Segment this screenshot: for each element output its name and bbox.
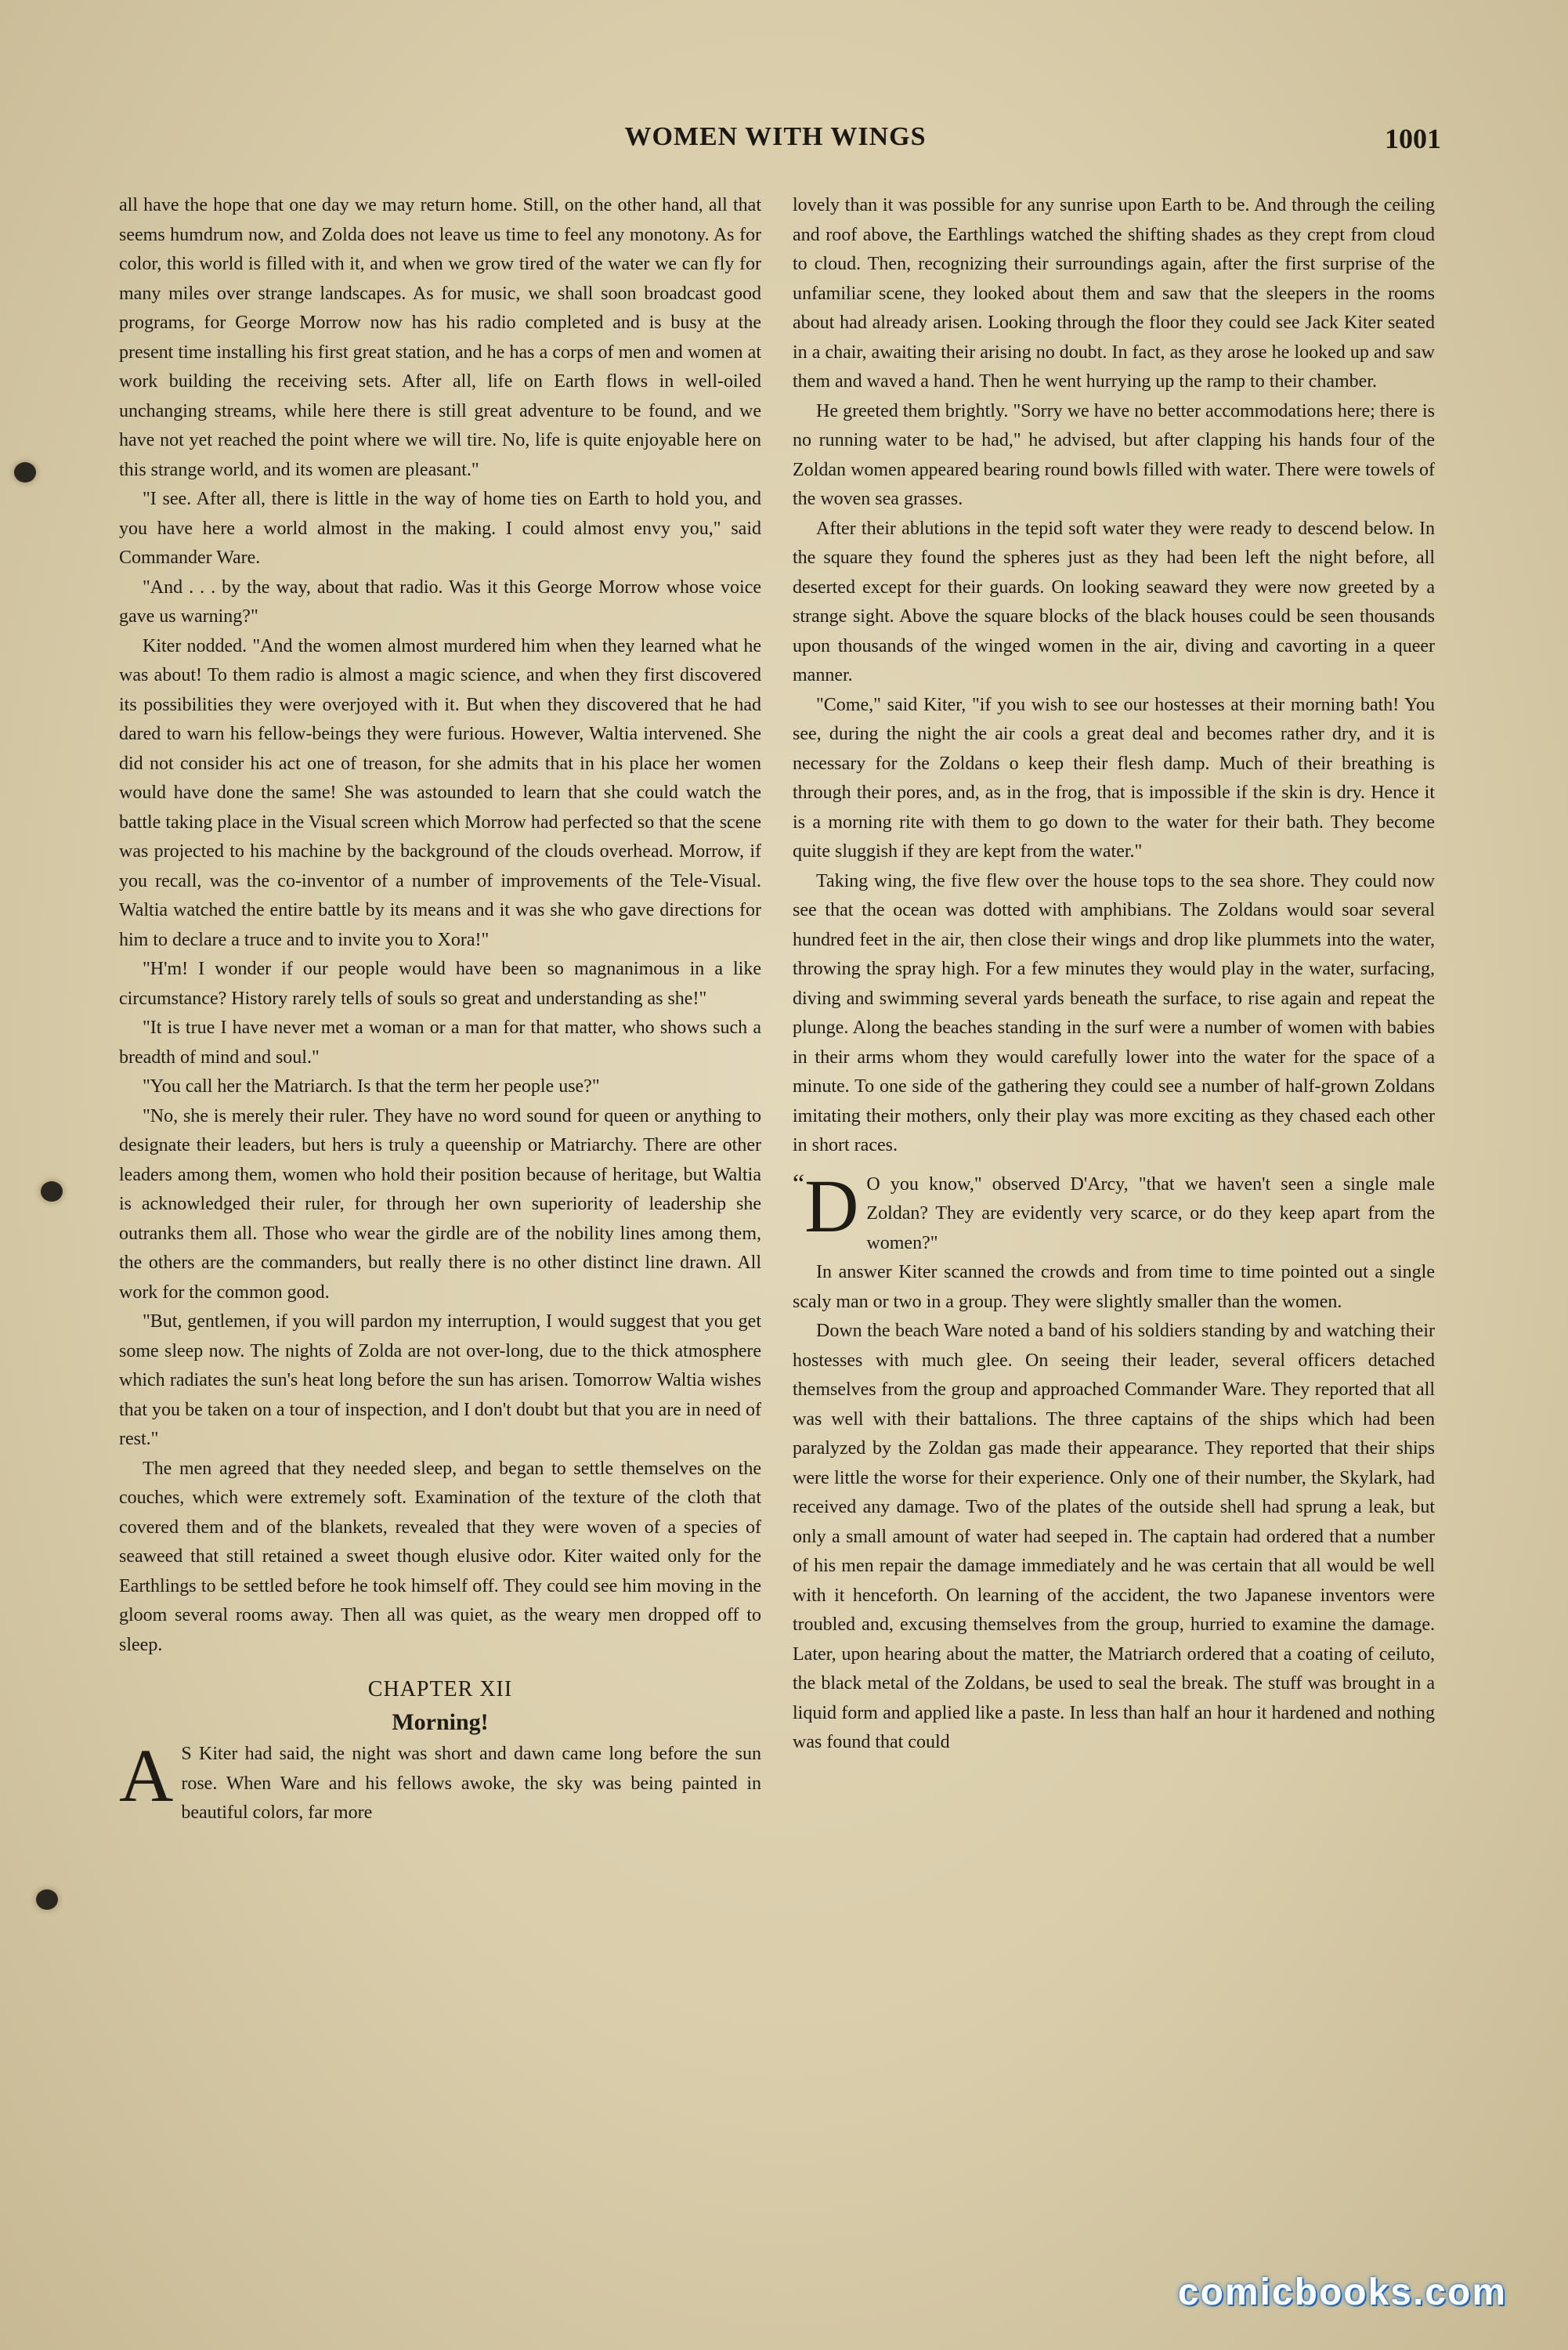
paragraph-text: O you know," observed D'Arcy, "that we haven't seen a single male Zoldan? They are evidently very scarce, or do they keep apart from the women?" (866, 1173, 1435, 1253)
paragraph: Down the beach Ware noted a band of his soldiers standing by and watching their hostesses with much glee. On seeing their leader, several officers detached themselves from the group and approached Commander Ware. They reported that all was well with their battalions. The three captains of the ships which had been paralyzed by the Zoldan gas made their appearance. They reported that their ships were little the worse for their experience. Only one of their number, the Skylark, had received any damage. Two of the plates of the outside shell had sprung a leak, but only a small amount of water had seeped in. The captain had ordered that a number of his men repair the damage immediately and he was certain that all would be well with it henceforth. On learning of the accident, the two Japanese inventors were troubled and, excusing themselves from the group, hurried to examine the damage. Later, upon hearing about the matter, the Matriarch ordered that a coating of ceiluto, the black metal of the Zoldans, be used to seal the break. The stuff was brought in a liquid form and applied like a paste. In less than half an hour it hardened and nothing was found that could (793, 1321, 1435, 1752)
paragraph: After their ablutions in the tepid soft water they were ready to descend below. In the square they found the spheres just as they had been left the night before, all deserted except for their guards. On looking seaward they were now greeted by a strange sight. Above the square blocks of the black houses could be seen thousands upon thousands of the winged women in the air, diving and cavorting in a queer manner. (793, 518, 1435, 685)
chapter-subtitle: Morning! (392, 1709, 489, 1735)
paragraph: "No, she is merely their ruler. They have no word sound for queen or anything to designate their leaders, but hers is truly a queenship or Matriarchy. There are other leaders among them, women who hold their position because of heritage, but Waltia is acknowledged their ruler, for through her own superiority of leadership she outranks them all. Those who wear the girdle are of the nobility lines among them, the others are the commanders, but really there is no other distinct line drawn. All work for the common good. (119, 1105, 761, 1303)
drop-cap: A (119, 1734, 174, 1817)
paragraph: "But, gentlemen, if you will pardon my interruption, I would suggest that you get some sleep now. The nights of Zolda are not over-long, due to the thick atmosphere which radiates the sun's heat long before the sun has arisen. Tomorrow Waltia wishes that you be taken on a tour of inspection, and I don't doubt but that you are in need of rest." (119, 1311, 761, 1449)
paragraph: "H'm! I wonder if our people would have been so magnanimous in a like circumstance? History rarely tells of souls so great and understanding as she!" (119, 959, 761, 1009)
page-header (110, 122, 1441, 161)
binding-hole (36, 1889, 58, 1910)
paragraph: lovely than it was possible for any sunrise upon Earth to be. And through the ceiling and roof above, the Earthlings watched the shifting shades as they crept from cloud to cloud. Then, recognizing their surroundings again, after the first surprise of the unfamiliar scene, they looked about them and saw that the sleepers in the rooms about had already arisen. Looking through the floor they could see Jack Kiter seated in a chair, awaiting their arising no doubt. In fact, as they arose he looked up and saw them and waved a hand. Then he went hurrying up the ramp to their chamber. (793, 195, 1435, 392)
paragraph: He greeted them brightly. "Sorry we have no better accommodations here; there is no running water to be had," he advised, but after clapping his hands four of the Zoldan women appeared bearing round bowls filled with water. There were towels of the woven sea grasses. (793, 400, 1435, 509)
left-column (119, 191, 761, 1828)
binding-hole (14, 462, 36, 483)
binding-hole (41, 1181, 63, 1202)
paragraph: "I see. After all, there is little in the way of home ties on Earth to hold you, and you have here a world almost in the making. I could almost envy you," said Commander Ware. (119, 489, 761, 568)
watermark: comicbooks.com (1177, 2272, 1507, 2313)
paragraph: "It is true I have never met a woman or a man for that matter, who shows such a breadth of mind and soul." (119, 1018, 761, 1068)
paragraph: The men agreed that they needed sleep, and began to settle themselves on the couches, which were extremely soft. Examination of the texture of the cloth that covered them and of the blankets, revealed that they were woven of a species of seaweed that still retained a sweet though elusive odor. Kiter waited only for the Earthlings to be settled before he took himself off. They could see him moving in the gloom several rooms away. Then all was quiet, as the weary men dropped off to sleep. (119, 1458, 761, 1655)
running-title: WOMEN WITH WINGS (624, 122, 927, 151)
drop-cap-quote: “ (793, 1169, 805, 1198)
chapter-opening-paragraph (119, 1734, 761, 1828)
paragraph: Taking wing, the five flew over the house tops to the sea shore. They could now see that the ocean was dotted with amphibians. The Zoldans would soar several hundred feet in the air, then close their wings and drop like plummets into the water, throwing the spray high. For a few minutes they would play in the water, surfacing, diving and swimming several yards beneath the surface, to rise again and repeat the plunge. Along the beaches standing in the surf were a number of women with babies in their arms whom they would carefully lower into the water for the space of a minute. To one side of the gathering they could see a number of half-grown Zoldans imitating their mothers, only their play was more exciting as they chased each other in short races. (793, 870, 1435, 1155)
page-number: 1001 (1385, 123, 1441, 154)
paragraph: "Come," said Kiter, "if you wish to see our hostesses at their morning bath! You see, during the night the air cools a great deal and becomes rather dry, and it is necessary for the Zoldans o keep their flesh damp. Much of their breathing is through their pores, and, as in the frog, that is impossible if the skin is dry. Hence it is a morning rite with them to go down to the water for their bath. They become quite sluggish if they are kept from the water." (793, 694, 1435, 862)
chapter-title: CHAPTER XII (367, 1677, 513, 1701)
paragraph-text: S Kiter had said, the night was short and dawn came long before the sun rose. When Ware and his fellows awoke, the sky was being painted in beautiful colors, far more (181, 1744, 761, 1823)
right-column (793, 191, 1435, 1758)
section-opening-paragraph (793, 1163, 1435, 1259)
paragraph: "You call her the Matriarch. Is that the term her people use?" (143, 1076, 600, 1097)
paragraph: Kiter nodded. "And the women almost murdered him when they learned what he was about! To them radio is almost a magic science, and when they first discovered its possibilities they were overjoyed with it. But when they discovered that he had dared to warn his fellow-beings they were furious. However, Waltia intervened. She did not consider his act one of treason, for she admits that in his place her women would have done the same! She was astounded to learn that she could watch the battle taking place in the Visual screen which Morrow had perfected so that the scene was projected to his machine by the background of the clouds overhead. Morrow, if you recall, was the co-inventor of a number of improvements of the Tele-Visual. Waltia watched the entire battle by its means and it was she who gave directions for him to declare a truce and to invite you to Xora!" (119, 635, 761, 950)
paragraph: all have the hope that one day we may return home. Still, on the other hand, all that seems humdrum now, and Zolda does not leave us time to feel any monotony. As for color, this world is filled with it, and when we grow tired of the water we can fly for many miles over strange landscapes. As for music, we shall soon broadcast good programs, for George Morrow now has his radio completed and is busy at the present time installing his first great station, and he has a corps of men and women at work building the receiving sets. After all, life on Earth flows in well-oiled unchanging streams, while here there is still great adventure to be found, and we have not yet reached the point where we will tire. No, life is quite enjoyable here on this strange world, and its women are pleasant." (119, 195, 761, 480)
drop-cap: D (804, 1163, 859, 1248)
paragraph: "And . . . by the way, about that radio. Was it this George Morrow whose voice gave us warning?" (119, 577, 761, 627)
paragraph: In answer Kiter scanned the crowds and from time to time pointed out a single scaly man or two in a group. They were slightly smaller than the women. (793, 1262, 1435, 1312)
